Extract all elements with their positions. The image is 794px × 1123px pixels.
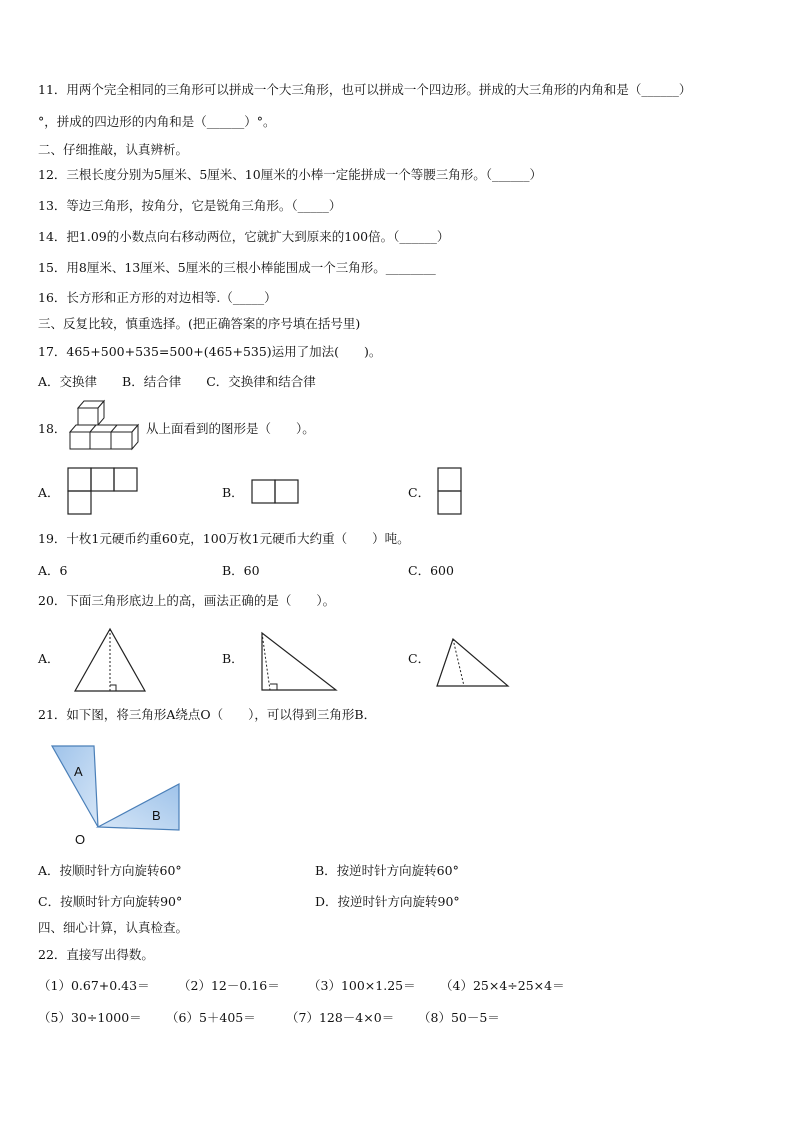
q21-rotation-figure: [48, 742, 184, 838]
q21-option-a: A．按顺时针方向旋转60°: [38, 863, 182, 878]
q18-option-c-label: C．: [408, 485, 431, 500]
q20-option-b-triangle: [258, 630, 340, 694]
q22-item-7: （7）128－4×0＝: [286, 1010, 395, 1025]
q18-stem: 从上面看到的图形是（ ）。: [146, 421, 315, 436]
q20-option-c-label: C．: [408, 651, 431, 666]
q20-stem: 20．下面三角形底边上的高，画法正确的是（ ）。: [38, 593, 336, 608]
q18-option-b-label: B．: [222, 485, 244, 500]
q20-option-b-label: B．: [222, 651, 244, 666]
q19-stem: 19．十枚1元硬币约重60克，100万枚1元硬币大约重（ ）吨。: [38, 531, 410, 546]
q18-cube-figure: [68, 398, 144, 456]
q19-option-b: B．60: [222, 563, 260, 578]
q22-item-3: （3）100×1.25＝: [308, 978, 416, 993]
q21-option-c: C．按顺时针方向旋转90°: [38, 894, 183, 909]
q22-stem: 22．直接写出得数。: [38, 947, 154, 962]
q22-item-2: （2）12－0.16＝: [178, 978, 280, 993]
q21-point-o-label: O: [75, 832, 86, 847]
q22-item-8: （8）50－5＝: [418, 1010, 500, 1025]
q20-option-a-label: A．: [38, 651, 60, 666]
q21-option-b: B．按逆时针方向旋转60°: [315, 863, 459, 878]
q17-options: A．交换律 B．结合律 C．交换律和结合律: [38, 374, 316, 389]
q19-option-a: A．6: [38, 563, 68, 578]
q11-line2: °，拼成的四边形的内角和是（______）°。: [38, 114, 276, 129]
q17-stem: 17．465+500+535=500+(465+535)运用了加法( )。: [38, 344, 382, 359]
q14-text: 14．把1.09的小数点向右移动两位，它就扩大到原来的100倍。（______）: [38, 229, 450, 244]
q15-text: 15．用8厘米、13厘米、5厘米的三根小棒能围成一个三角形。________: [38, 260, 436, 275]
q22-item-4: （4）25×4÷25×4＝: [440, 978, 565, 993]
section-2-heading: 二、仔细推敲，认真辨析。: [38, 142, 189, 157]
q22-item-5: （5）30÷1000＝: [38, 1010, 142, 1025]
q13-text: 13．等边三角形，按角分，它是锐角三角形。（_____）: [38, 198, 342, 213]
q12-text: 12．三根长度分别为5厘米、5厘米、10厘米的小棒一定能拼成一个等腰三角形。（______）: [38, 167, 542, 182]
q11-line1: 11．用两个完全相同的三角形可以拼成一个大三角形，也可以拼成一个四边形。拼成的大三角形的内角和是（______）: [38, 82, 692, 97]
q18-option-c-figure: [437, 467, 463, 517]
q21-triangle-b-label: B: [152, 808, 161, 823]
section-4-heading: 四、细心计算，认真检查。: [38, 920, 189, 935]
q18-option-a-label: A．: [38, 485, 60, 500]
q21-triangle-a-label: A: [74, 764, 83, 779]
q22-item-1: （1）0.67+0.43＝: [38, 978, 150, 993]
q21-stem: 21．如下图，将三角形A绕点O（ ），可以得到三角形B．: [38, 707, 377, 722]
q18-number: 18．: [38, 421, 67, 436]
section-3-heading: 三、反复比较，慎重选择。(把正确答案的序号填在括号里): [38, 316, 361, 331]
q21-option-d: D．按逆时针方向旋转90°: [315, 894, 460, 909]
q22-item-6: （6）5＋405＝: [166, 1010, 256, 1025]
q18-option-b-figure: [251, 479, 301, 505]
q20-option-c-triangle: [434, 636, 512, 690]
q20-option-a-triangle: [72, 626, 148, 694]
q18-option-a-figure: [67, 467, 139, 517]
q19-option-c: C．600: [408, 563, 454, 578]
q16-text: 16．长方形和正方形的对边相等.（_____）: [38, 290, 277, 305]
